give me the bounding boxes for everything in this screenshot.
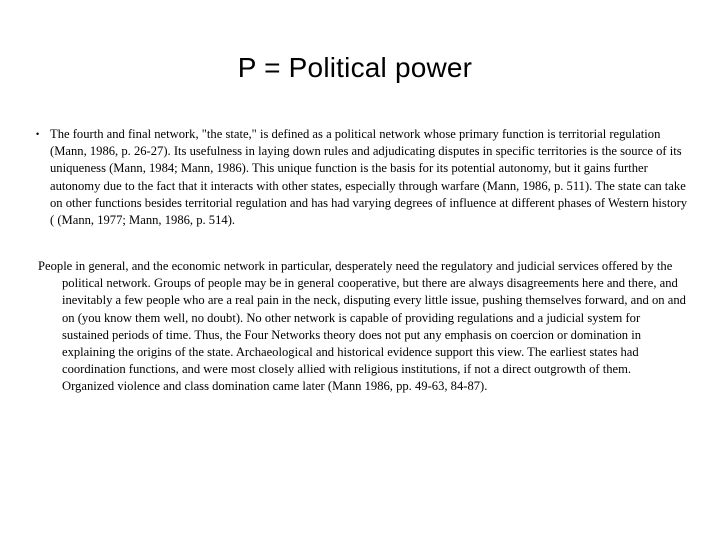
- body-paragraph: People in general, and the economic network in particular, desperately need the regulatory and judicial services offered by the political network. Groups of people may be in general cooperative, but there are always disagreements here and there, and inevitably a few people who are a real pain in the neck, disputing every little issue, pushing themselves forward, and on and on (you know them well, no doubt). No other network is capable of providing regulations and a judicial system for sustained periods of time. Thus, the Four Networks theory does not put any emphasis on coercion or domination in explaining the origins of the state. Archaeological and historical evidence support this view. The earliest states had coordination functions, and were most closely allied with religious institutions, if not a direct outgrowth of them. Organized violence and class domination came later (Mann 1986, pp. 49-63, 84-87).: [38, 259, 686, 394]
- bullet-marker: •: [36, 129, 40, 139]
- slide-title: P = Political power: [237, 52, 473, 83]
- bullet-item: [36, 126, 688, 229]
- bullet-text: The fourth and final network, "the state," is defined as a political network whose primary function is territorial regulation (Mann, 1986, p. 26-27). Its usefulness in laying down rules and adjudicating disputes in specific territories is the source of its uniqueness (Mann, 1984; Mann, 1986). This unique function is the basis for its potential autonomy, but it gains further autonomy due to the fact that it interacts with other states, especially through warfare (Mann, 1986, p. 511). The state can take on other functions besides territorial regulation and has had varying degrees of influence at different phases of Western history ( (Mann, 1977; Mann, 1986, p. 514).: [50, 127, 688, 228]
